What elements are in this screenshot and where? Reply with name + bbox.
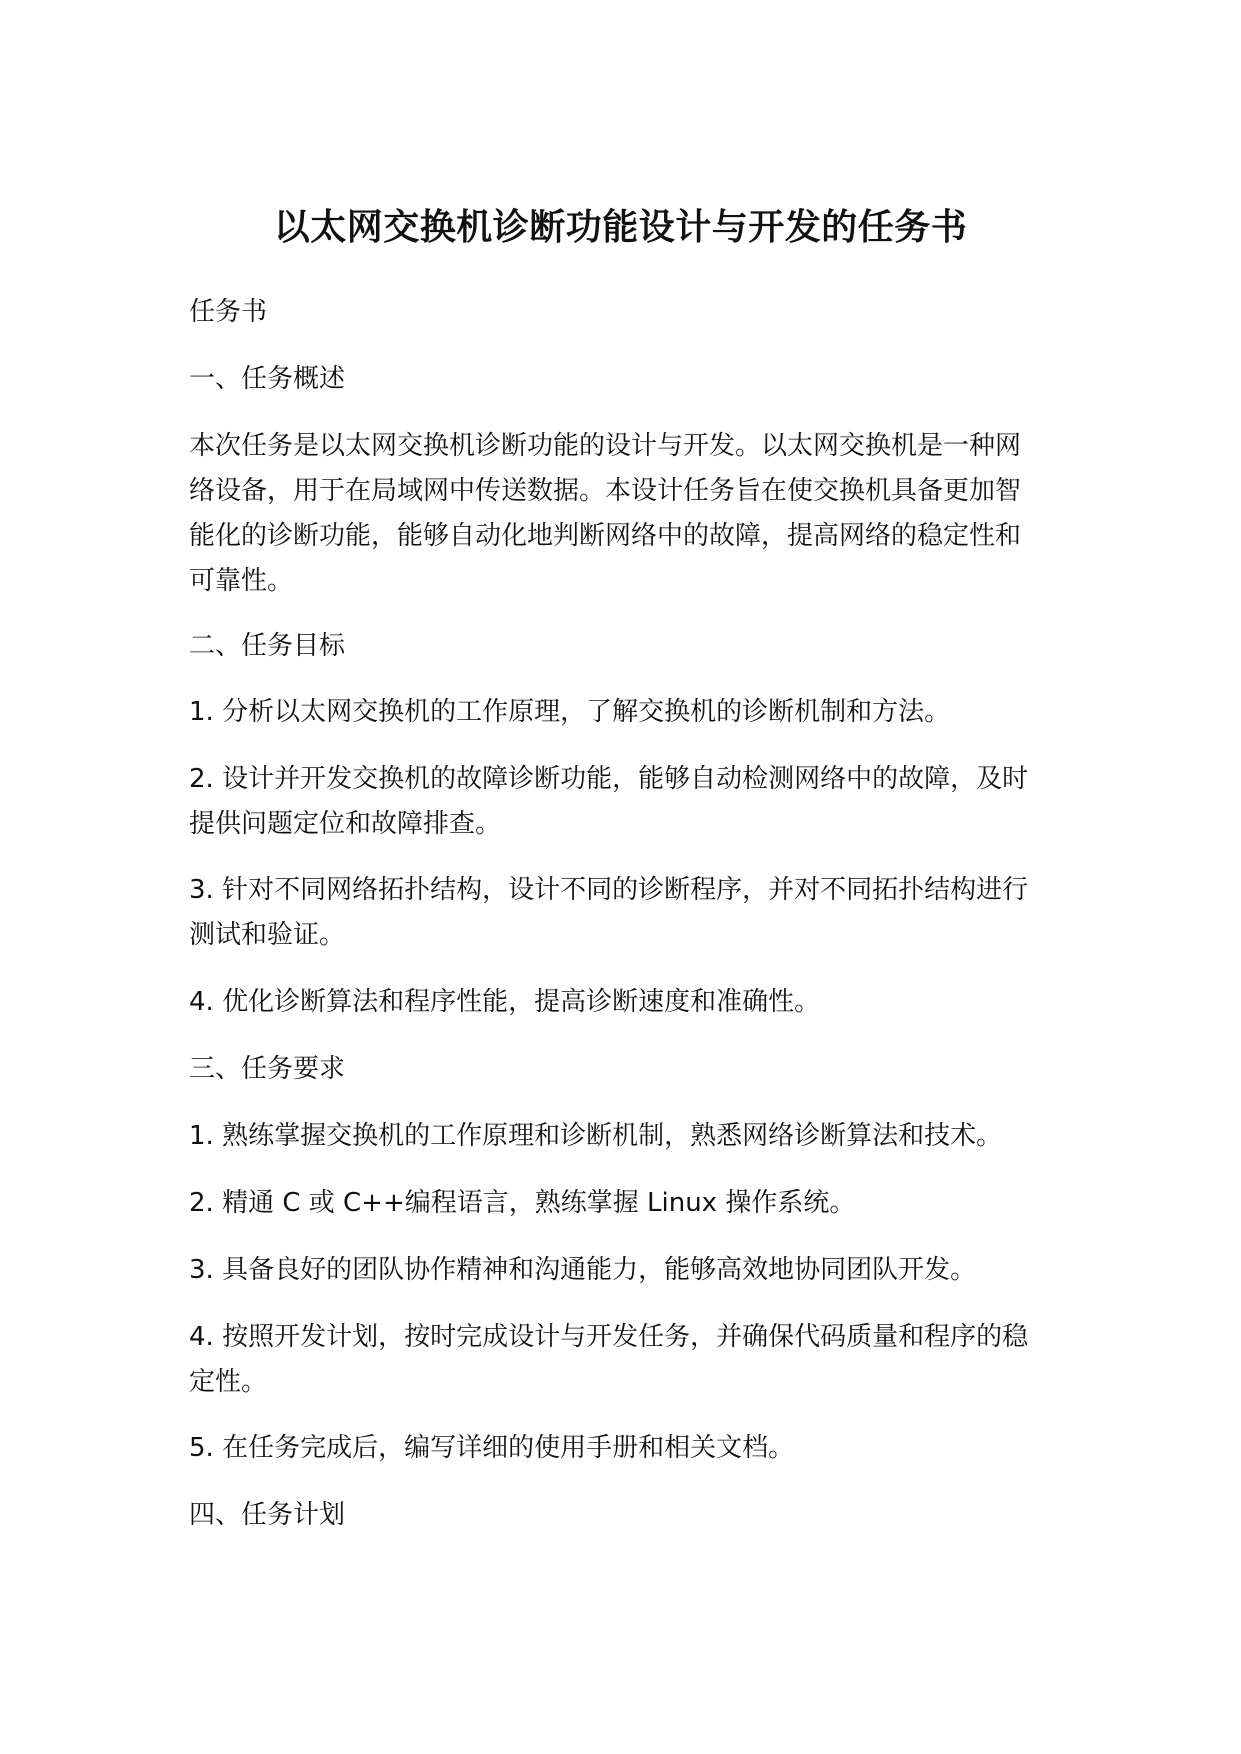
overview-paragraph: 本次任务是以太网交换机诊断功能的设计与开发。以太网交换机是一种网络设备，用于在局域网中传送数据。本设计任务旨在使交换机具备更加智能化的诊断功能，能够自动化地判断网络中的故障，提高网络的稳定性和可靠性。 (189, 431, 1022, 596)
section-heading-goals: 二、任务目标 (189, 631, 346, 661)
goal-item: 3. 针对不同网络拓扑结构，设计不同的诊断程序，并对不同拓扑结构进行测试和验证。 (189, 875, 1029, 950)
requirement-item: 2. 精通 C 或 C++编程语言，熟练掌握 Linux 操作系统。 (189, 1188, 856, 1218)
goal-item: 2. 设计并开发交换机的故障诊断功能，能够自动检测网络中的故障，及时提供问题定位和故障排查。 (189, 764, 1029, 839)
goal-item: 1. 分析以太网交换机的工作原理，了解交换机的诊断机制和方法。 (189, 697, 951, 727)
requirement-item: 1. 熟练掌握交换机的工作原理和诊断机制，熟悉网络诊断算法和技术。 (189, 1121, 1003, 1151)
document-title: 以太网交换机诊断功能设计与开发的任务书 (273, 207, 968, 249)
requirement-item: 5. 在任务完成后，编写详细的使用手册和相关文档。 (189, 1433, 795, 1463)
requirement-item: 4. 按照开发计划，按时完成设计与开发任务，并确保代码质量和程序的稳定性。 (189, 1322, 1029, 1397)
goal-item: 4. 优化诊断算法和程序性能，提高诊断速度和准确性。 (189, 987, 821, 1017)
section-heading-overview: 一、任务概述 (189, 364, 346, 394)
document-label: 任务书 (189, 297, 268, 327)
requirement-item: 3. 具备良好的团队协作精神和沟通能力，能够高效地协同团队开发。 (189, 1255, 977, 1285)
section-heading-plan: 四、任务计划 (189, 1500, 346, 1530)
section-heading-requirements: 三、任务要求 (189, 1054, 346, 1084)
